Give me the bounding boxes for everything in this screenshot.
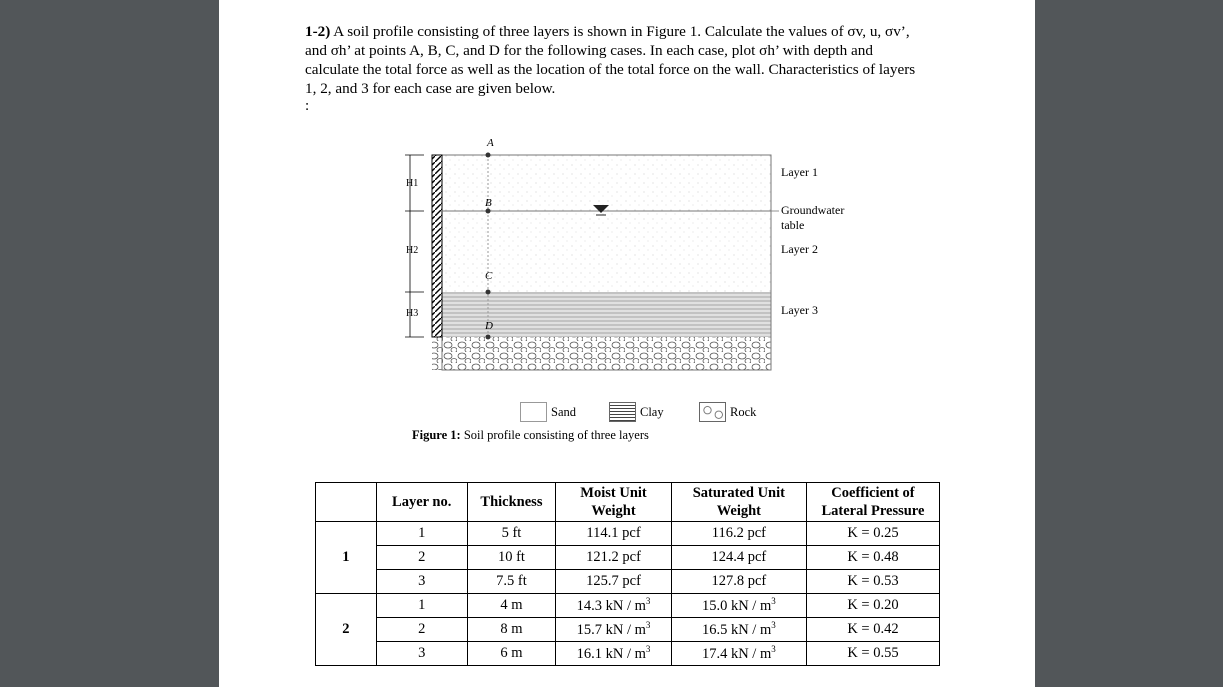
case-2-cell: 2 — [316, 594, 377, 666]
thickness-cell: 4 m — [467, 594, 556, 618]
layer-cell: 1 — [376, 594, 467, 618]
layer-1-label: Layer 1 — [781, 165, 818, 179]
layer-cell: 3 — [376, 570, 467, 594]
k-cell: K = 0.53 — [806, 570, 939, 594]
document-page — [219, 0, 1035, 687]
legend-sand-label: Sand — [551, 404, 576, 419]
sat-cell: 17.4 kN / $m^3$ — [671, 642, 806, 666]
thickness-header: Thickness — [467, 483, 556, 522]
legend-clay — [609, 402, 664, 422]
layer-3-label: Layer 3 — [781, 303, 818, 317]
point-a-dot — [486, 153, 491, 158]
layer-2-label: Layer 2 — [781, 242, 818, 256]
layer-rock — [432, 337, 771, 370]
problem-number: 1-2) — [305, 23, 331, 40]
point-a-label: A — [487, 137, 494, 149]
moist-cell: 16.1 kN / $m^3$ — [556, 642, 672, 666]
sat-cell: 116.2 pcf — [671, 522, 806, 546]
groundwater-label-1: Groundwater — [781, 203, 845, 217]
sat-cell: 127.8 pcf — [671, 570, 806, 594]
point-c-label: C — [485, 270, 493, 282]
table-row — [316, 546, 940, 570]
moist-cell: 121.2 pcf — [556, 546, 672, 570]
table-row — [316, 522, 940, 546]
legend-clay-label: Clay — [640, 404, 664, 419]
k-cell: K = 0.25 — [806, 522, 939, 546]
sand-swatch-icon — [520, 402, 547, 422]
problem-line-4: 1, 2, and 3 for each case are given below. — [305, 80, 556, 97]
legend-rock — [699, 402, 756, 422]
moist-cell: 15.7 kN / $m^3$ — [556, 618, 672, 642]
caption-text: Soil profile consisting of three layers — [460, 428, 649, 442]
soil-profile-diagram — [219, 0, 1035, 460]
layer-cell: 3 — [376, 642, 467, 666]
thickness-cell: 6 m — [467, 642, 556, 666]
k-cell: K = 0.55 — [806, 642, 939, 666]
point-b-label: B — [485, 197, 492, 209]
k-cell: K = 0.42 — [806, 618, 939, 642]
moist-cell: 125.7 pcf — [556, 570, 672, 594]
point-b-dot — [486, 209, 491, 214]
k-cell: K = 0.48 — [806, 546, 939, 570]
moist-cell: 114.1 pcf — [556, 522, 672, 546]
point-d-dot — [486, 335, 491, 340]
groundwater-label-2: table — [781, 218, 805, 232]
problem-line-1: A soil profile consisting of three layers is shown in Figure 1. Calculate the values of σv, u, σv’, — [330, 23, 910, 40]
h1-label: H1 — [406, 178, 419, 189]
h3-label: H3 — [406, 308, 419, 319]
sat-cell: 16.5 kN / $m^3$ — [671, 618, 806, 642]
sat-cell: 15.0 kN / $m^3$ — [671, 594, 806, 618]
clay-swatch-icon — [609, 402, 636, 422]
lateral-pressure-header: Coefficient of Lateral Pressure — [806, 483, 939, 522]
case-header — [316, 483, 377, 522]
point-d-label: D — [485, 320, 493, 332]
sat-cell: 124.4 pcf — [671, 546, 806, 570]
point-c-dot — [486, 290, 491, 295]
layer-no-header: Layer no. — [376, 483, 467, 522]
thickness-cell: 5 ft — [467, 522, 556, 546]
legend-sand — [520, 402, 576, 422]
figure-caption — [412, 428, 649, 443]
problem-line-2: and σh’ at points A, B, C, and D for the following cases. In each case, plot σh’ with depth and — [305, 42, 873, 59]
soil-properties-table — [315, 482, 940, 666]
thickness-cell: 10 ft — [467, 546, 556, 570]
colon-mark: : — [305, 98, 310, 114]
layer-cell: 2 — [376, 618, 467, 642]
saturated-weight-header: Saturated Unit Weight — [671, 483, 806, 522]
table-row — [316, 618, 940, 642]
moist-weight-header: Moist Unit Weight — [556, 483, 672, 522]
rock-swatch-icon — [699, 402, 726, 422]
table-header-row — [316, 483, 940, 522]
problem-line-3: calculate the total force as well as the location of the total force on the wall. Characteristics of layers — [305, 61, 916, 78]
table-row — [316, 570, 940, 594]
caption-bold: Figure 1: — [412, 428, 461, 442]
thickness-cell: 8 m — [467, 618, 556, 642]
table-row — [316, 594, 940, 618]
table-row — [316, 642, 940, 666]
moist-cell: 14.3 kN / $m^3$ — [556, 594, 672, 618]
retaining-wall — [432, 155, 442, 337]
h2-label: H2 — [406, 245, 419, 256]
k-cell: K = 0.20 — [806, 594, 939, 618]
legend-rock-label: Rock — [730, 404, 757, 419]
layer-cell: 1 — [376, 522, 467, 546]
thickness-cell: 7.5 ft — [467, 570, 556, 594]
layer-cell: 2 — [376, 546, 467, 570]
soil-profile-figure — [219, 0, 1035, 460]
case-1-cell: 1 — [316, 522, 377, 594]
